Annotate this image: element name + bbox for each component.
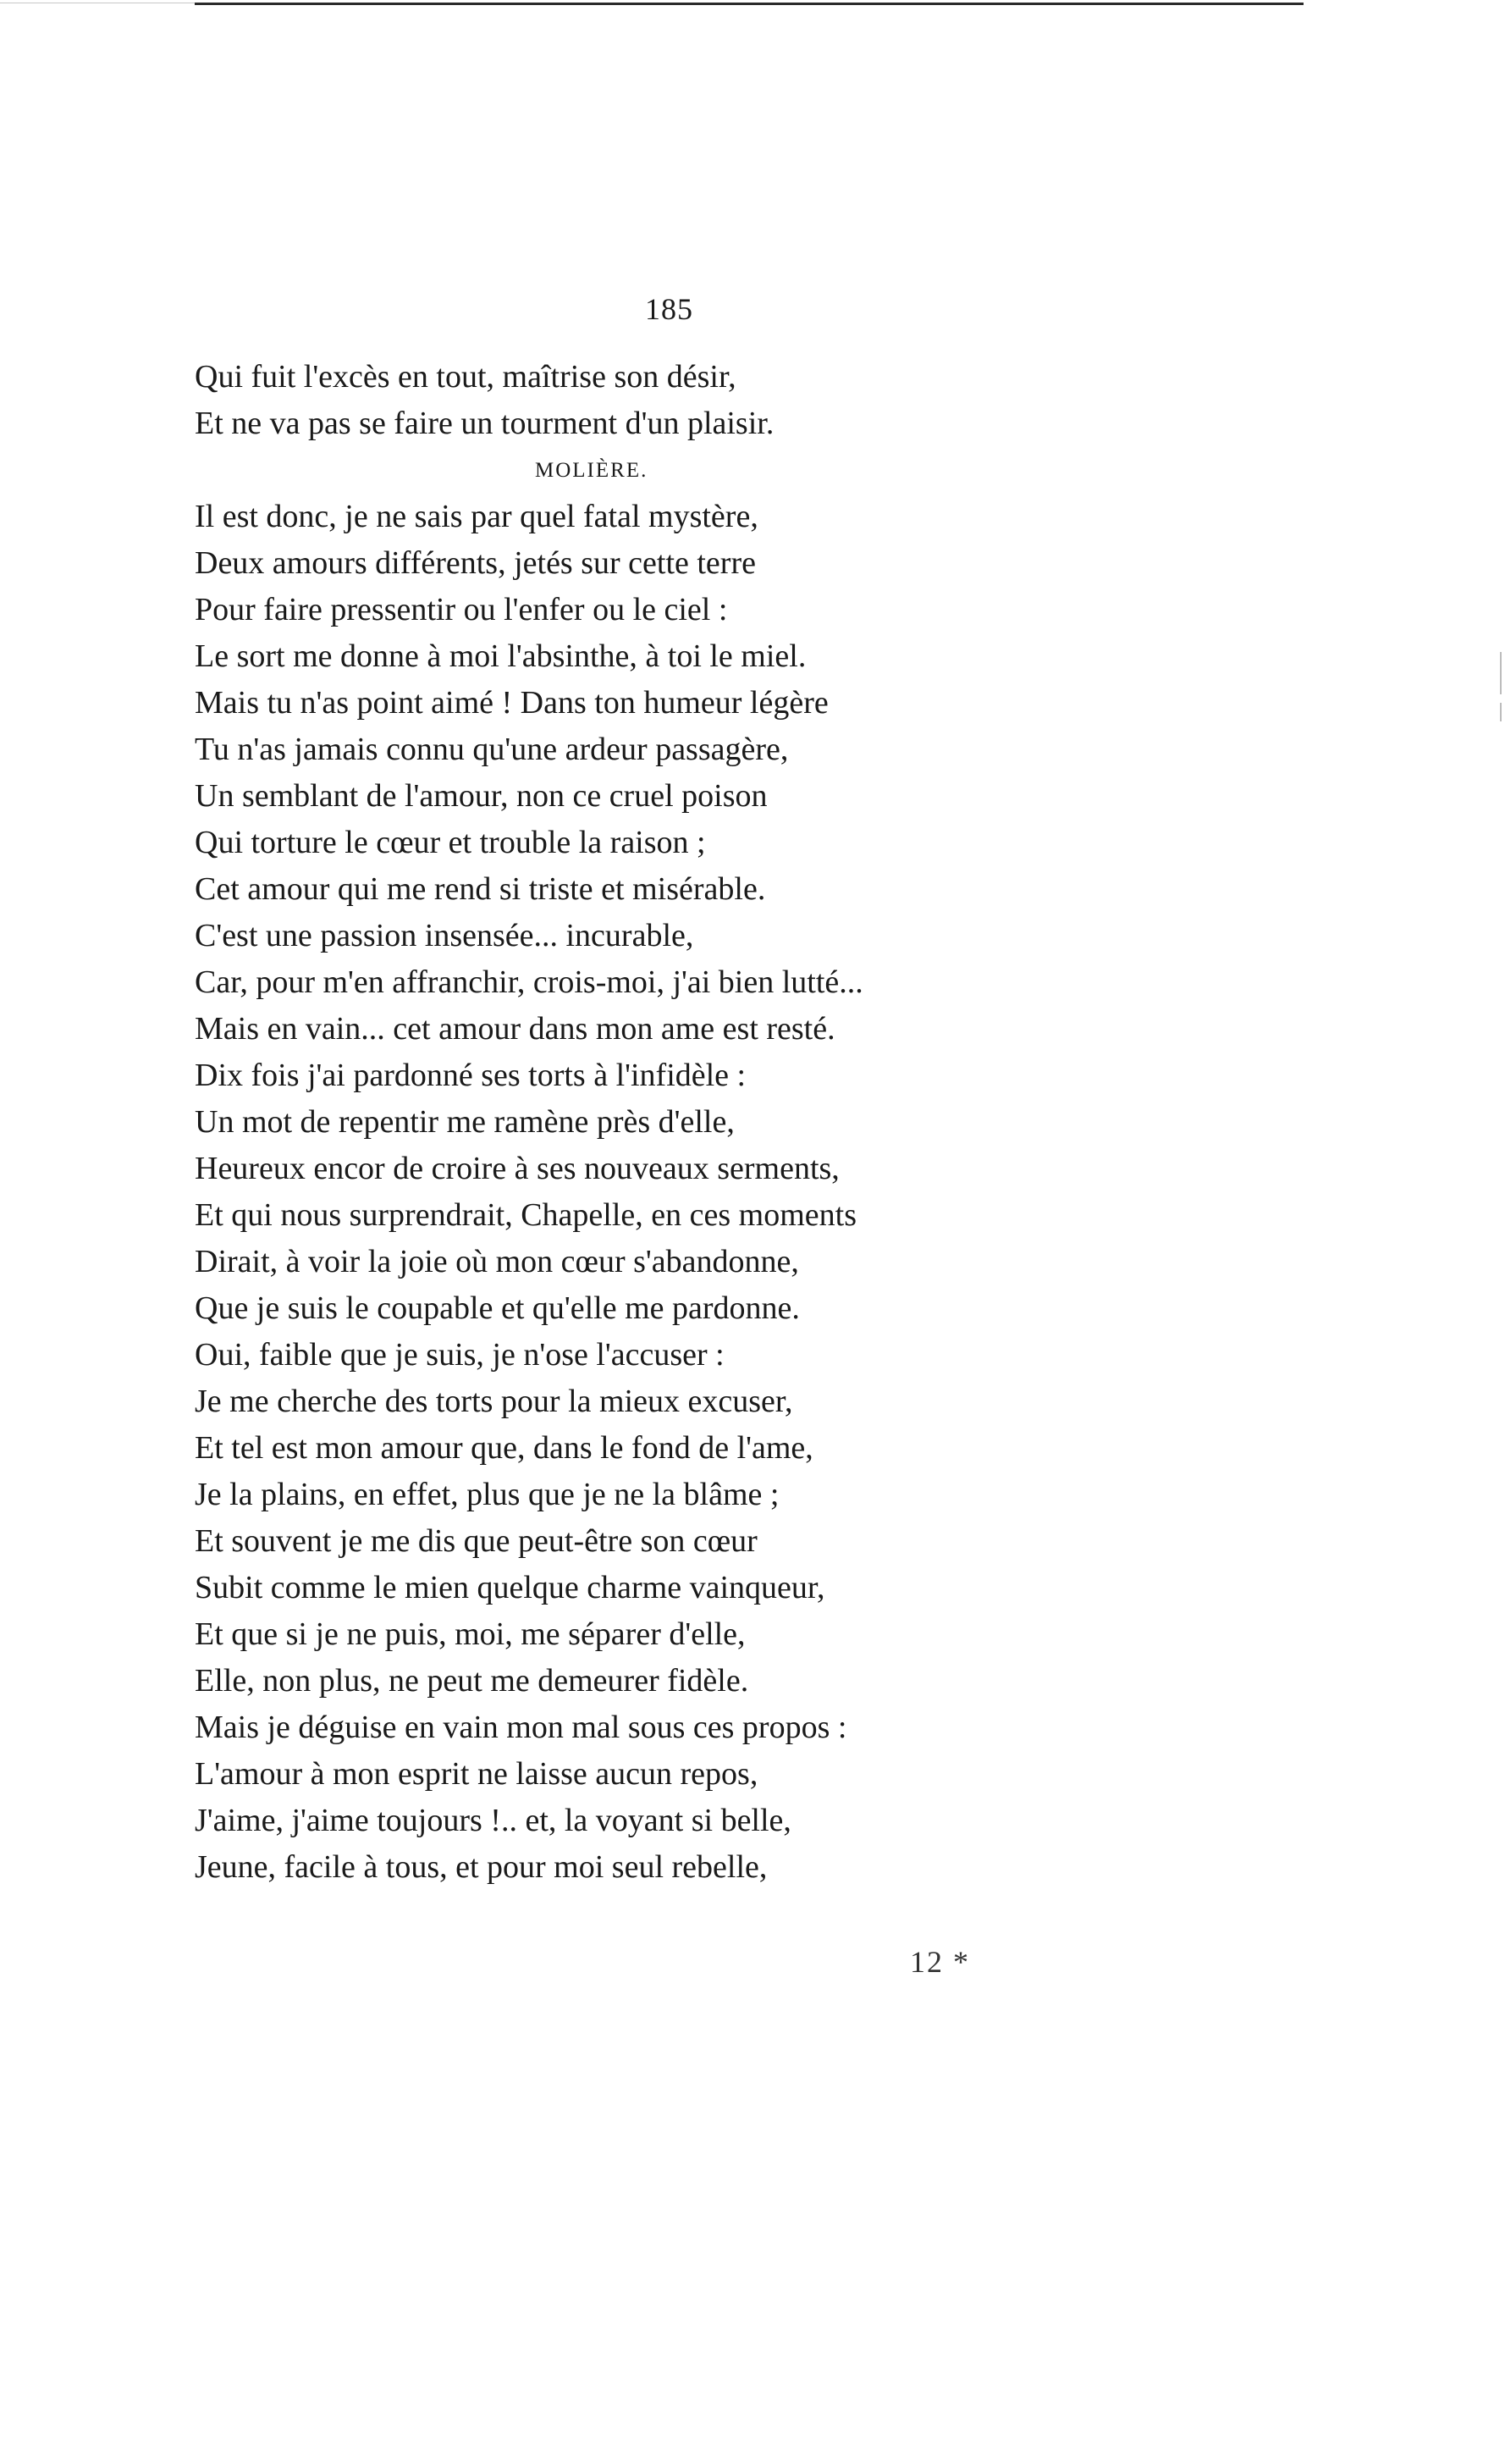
- verse-line: Un mot de repentir me ramène près d'elle,: [195, 1104, 735, 1140]
- verse-line: Un semblant de l'amour, non ce cruel poison: [195, 778, 768, 814]
- verse-line: Heureux encor de croire à ses nouveaux serments,: [195, 1151, 840, 1186]
- verse-line: Je me cherche des torts pour la mieux excuser,: [195, 1384, 793, 1419]
- verse-line: Mais je déguise en vain mon mal sous ces propos :: [195, 1710, 847, 1745]
- margin-mark: [1500, 703, 1502, 721]
- verse-line: Cet amour qui me rend si triste et misérable.: [195, 871, 766, 907]
- verse-line: Mais tu n'as point aimé ! Dans ton humeur légère: [195, 685, 829, 721]
- verse-line: J'aime, j'aime toujours !.. et, la voyant si belle,: [195, 1803, 791, 1838]
- signature-mark: 12 *: [910, 1945, 970, 1979]
- verse-line: Deux amours différents, jetés sur cette terre: [195, 545, 756, 581]
- verse-line: Dix fois j'ai pardonné ses torts à l'infidèle :: [195, 1058, 747, 1093]
- verse-line: Le sort me donne à moi l'absinthe, à toi le miel.: [195, 638, 807, 674]
- poem-text: [195, 354, 1295, 1891]
- verse-line: Il est donc, je ne sais par quel fatal mystère,: [195, 499, 758, 534]
- verse-line: Qui fuit l'excès en tout, maîtrise son désir,: [195, 359, 736, 395]
- verse-line: Et ne va pas se faire un tourment d'un plaisir.: [195, 406, 775, 441]
- speaker-name: MOLIÈRE.: [535, 459, 648, 482]
- verse-line: Elle, non plus, ne peut me demeurer fidèle.: [195, 1663, 749, 1699]
- verse-line: Je la plains, en effet, plus que je ne la blâme ;: [195, 1477, 780, 1512]
- verse-line: C'est une passion insensée... incurable,: [195, 918, 694, 953]
- verse-line: Et que si je ne puis, moi, me séparer d'elle,: [195, 1616, 746, 1652]
- scan-edge-rule: [195, 3, 1304, 5]
- verse-line: Mais en vain... cet amour dans mon ame est resté.: [195, 1011, 835, 1047]
- verse-line: Car, pour m'en affranchir, crois-moi, j'ai bien lutté...: [195, 964, 863, 1000]
- verse-line: Jeune, facile à tous, et pour moi seul rebelle,: [195, 1849, 768, 1885]
- verse-line: Que je suis le coupable et qu'elle me pardonne.: [195, 1290, 800, 1326]
- verse-line: L'amour à mon esprit ne laisse aucun repos,: [195, 1756, 758, 1792]
- margin-mark: [1500, 652, 1502, 694]
- verse-line: Et qui nous surprendrait, Chapelle, en ces moments: [195, 1197, 857, 1233]
- verse-line: Pour faire pressentir ou l'enfer ou le ciel :: [195, 592, 728, 627]
- verse-line: Oui, faible que je suis, je n'ose l'accuser :: [195, 1337, 725, 1373]
- verse-line: Dirait, à voir la joie où mon cœur s'abandonne,: [195, 1244, 799, 1279]
- verse-line: Subit comme le mien quelque charme vainqueur,: [195, 1570, 825, 1605]
- verse-line: Et souvent je me dis que peut-être son cœur: [195, 1523, 758, 1559]
- verse-line: Qui torture le cœur et trouble la raison ;: [195, 825, 706, 860]
- page-number: 185: [645, 292, 693, 326]
- verse-line: Tu n'as jamais connu qu'une ardeur passagère,: [195, 732, 789, 767]
- verse-line: Et tel est mon amour que, dans le fond de l'ame,: [195, 1430, 813, 1466]
